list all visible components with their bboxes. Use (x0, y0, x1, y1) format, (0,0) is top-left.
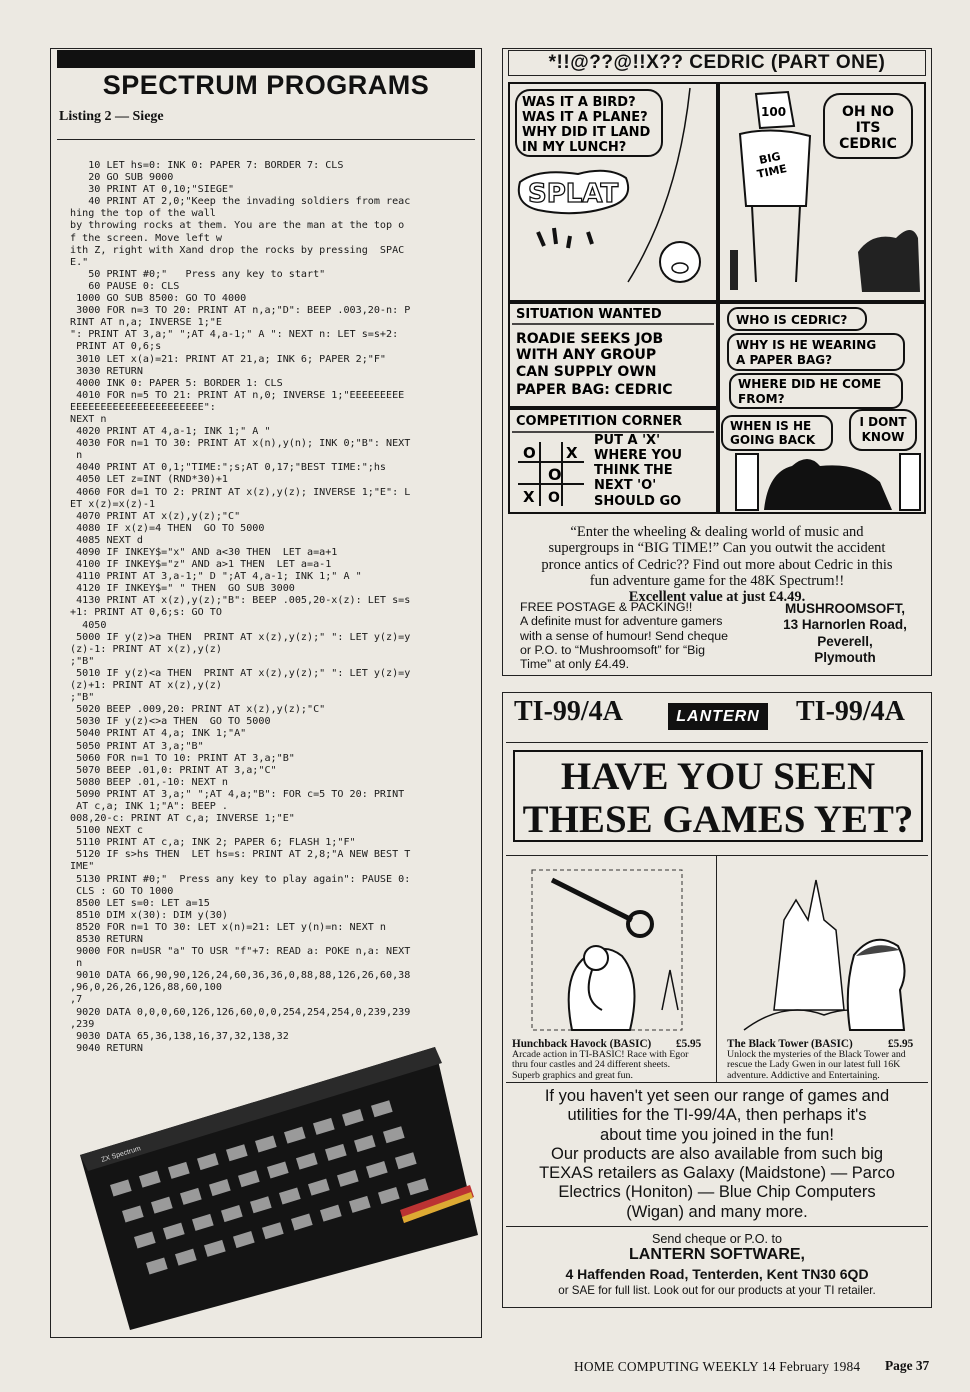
address-line: Plymouth (814, 649, 876, 665)
game-description (727, 1050, 922, 1081)
code-line: 10 LET hs=0: INK 0: PAPER 7: BORDER 7: CLS (70, 160, 344, 171)
pig-icon (660, 242, 700, 282)
competition-line: NEXT 'O' (594, 478, 657, 493)
body-line: utilities for the TI-99/4A, then perhaps it's (567, 1106, 867, 1125)
code-line: 8520 FOR n=1 TO 30: LET x(n)=21: LET y(n)=n: NEXT n (70, 921, 387, 933)
cedric-offer (520, 600, 756, 671)
code-line: ;"B" (70, 655, 95, 667)
footer-masthead: HOME COMPUTING WEEKLY 14 February 1984 (574, 1359, 861, 1374)
code-line: 4110 PRINT AT 3,a-1;" D ";AT 4,a-1; INK 1;" A " (70, 571, 362, 583)
code-line: 4000 INK 0: PAPER 5: BORDER 1: CLS (70, 377, 283, 389)
situation-line: CAN SUPPLY OWN (516, 364, 657, 380)
address-line: Peverell, (817, 633, 873, 649)
code-line: 4090 IF INKEY$="x" AND a<30 THEN LET a=a+1 (70, 547, 338, 558)
pig-silhouette-icon (858, 230, 920, 292)
code-line: (z)+1: PRINT AT x(z),y(z) (70, 680, 222, 692)
offer-line: Time” at only £4.49. (520, 657, 630, 672)
copy-line: pronce antics of Cedric?? Find out more about Cedric in this (541, 556, 893, 573)
competition-line: THINK THE (594, 463, 673, 478)
bubble-line: WAS IT A BIRD? (522, 95, 636, 110)
code-line: 60 PAUSE 0: CLS (70, 280, 180, 292)
code-line: 4085 NEXT d (70, 534, 143, 546)
game-title: The Black Tower (BASIC) (727, 1038, 853, 1050)
question-line: WHEN IS HE (730, 419, 812, 433)
code-line: 4080 IF x(z)=4 THEN GO TO 5000 (70, 522, 265, 534)
code-line: ,7 (70, 994, 83, 1006)
bubble-line: OH NO (841, 104, 895, 120)
svg-text:O: O (548, 490, 560, 506)
code-line: 4040 PRINT AT 0,1;"TIME:";s;AT 0,17;"BEST TIME:";hs (70, 462, 387, 474)
address-line: 13 Harnorlen Road, (783, 617, 907, 633)
bubble-line: WAS IT A PLANE? (522, 110, 648, 125)
code-line: 4020 PRINT AT 4,a-1; INK 1;" A " (70, 426, 271, 438)
divider (506, 1226, 928, 1227)
ttt-mark: O (523, 444, 536, 462)
desc-line: Superb graphics and great fun. (512, 1069, 633, 1081)
address-line: MUSHROOMSOFT, (785, 601, 905, 616)
code-line: 50 PRINT #0;" Press any key to start" (70, 268, 326, 280)
question-line: WHERE DID HE COME (738, 377, 882, 391)
code-line: 5110 PRINT AT c,a; INK 2; PAPER 6; FLASH 1;"F" (70, 837, 356, 849)
copy-line: supergroups in “BIG TIME!” Can you outwit the accident (548, 540, 886, 557)
body-line: (Wigan) and many more. (626, 1202, 808, 1221)
code-line: 5070 BEEP .01,0: PRINT AT 3,a;"C" (70, 764, 277, 776)
program-listing (70, 160, 478, 1055)
body-line: Electrics (Honiton) — Blue Chip Computers (558, 1183, 876, 1202)
headline (513, 750, 923, 842)
competition-line: SHOULD GO (594, 494, 682, 509)
code-line: 5100 NEXT c (70, 825, 143, 837)
bubble-line: WHY DID IT LAND (522, 125, 651, 140)
game-price: £5.95 (676, 1038, 702, 1050)
situation-line: ROADIE SEEKS JOB (516, 331, 664, 347)
offer-line: A definite must for adventure gamers (520, 614, 723, 629)
sae-line: or SAE for full list. Look out for our products at your TI retailer. (558, 1284, 876, 1297)
code-line: ,239 (70, 1018, 95, 1030)
code-line: ,96,0,26,26,126,88,60,100 (70, 982, 222, 994)
competition-line: WHERE YOU (594, 448, 683, 463)
speaker-icon (900, 454, 920, 510)
spectrum-label: ZX Spectrum (100, 1145, 142, 1164)
code-line: 9030 DATA 65,36,138,16,37,32,138,32 (70, 1030, 289, 1042)
code-line: 4130 PRINT AT x(z),y(z);"B": BEEP .005,20-x(z): LET s=s (70, 595, 411, 607)
code-line: 3030 RETURN (70, 365, 143, 377)
code-line: 4120 IF INKEY$=" " THEN GO SUB 3000 (70, 583, 295, 595)
section-banner-bar (57, 50, 475, 68)
game-title: Hunchback Havock (BASIC) (512, 1038, 652, 1050)
code-line: 5040 PRINT AT 4,a; INK 1;"A" (70, 728, 247, 740)
bag-number: 100 (761, 105, 787, 119)
code-line: n (70, 450, 83, 462)
code-line: 30 PRINT AT 0,10;"SIEGE" (70, 184, 235, 196)
code-line: 3000 FOR n=3 TO 20: PRINT AT n,a;"D": BEEP .003,20-n: P (70, 305, 411, 317)
bubble-line: IN MY LUNCH? (522, 140, 627, 155)
company-name: LANTERN SOFTWARE, (629, 1246, 805, 1263)
code-line: 9020 DATA 0,0,0,60,126,126,60,0,0,254,254,254,0,239,239 (70, 1006, 411, 1018)
key-icon (628, 912, 652, 936)
code-line: 1000 GO SUB 8500: GO TO 4000 (70, 293, 247, 305)
code-line: 5090 PRINT AT 3,a;" ";AT 4,a;"B": FOR c=5 TO 20: PRINT (70, 788, 405, 800)
splat-text: SPLAT (528, 179, 619, 209)
code-line: 5120 IF s>hs THEN LET hs=s: PRINT AT 2,8;"A NEW BEST T (70, 849, 411, 861)
offer-line: with a sense of humour! Send cheque (520, 628, 729, 643)
shirt-text: BIG (757, 149, 782, 167)
desc-line: rescue the Lady Gwen in our latest full 16K (727, 1059, 901, 1071)
code-line: (z)-1: PRINT AT x(z),y(z) (70, 643, 222, 655)
company-address: 4 Haffenden Road, Tenterden, Kent TN30 6QD (565, 1266, 869, 1282)
code-line: 5010 IF y(z)<a THEN PRINT AT x(z),y(z);" ": LET y(z)=y (70, 667, 411, 679)
cedric-cartoon (508, 82, 926, 514)
bubble-line: ITS (855, 120, 881, 136)
code-line: +1: PRINT AT 0,6;s: GO TO (70, 607, 222, 619)
speaker-icon (736, 454, 758, 510)
code-line: hing the top of the wall (70, 208, 216, 220)
code-line: f the screen. Move left w (70, 232, 222, 244)
black-tower-illustration (724, 860, 920, 1035)
offer-line: FREE POSTAGE & PACKING!! (520, 600, 693, 614)
game-description (512, 1050, 712, 1081)
knight-icon (848, 940, 905, 1030)
code-line: AT c,a; INK 1;"A": BEEP . (70, 800, 229, 812)
desc-line: Arcade action in TI-BASIC! Race with Egor (512, 1049, 689, 1060)
code-line: 5130 PRINT #0;" Press any key to play again": PAUSE 0: (70, 873, 411, 885)
ti-title-left: TI-99/4A (514, 696, 623, 727)
ttt-mark: X (566, 444, 578, 462)
copy-line: fun adventure game for the 48K Spectrum!! (589, 572, 845, 589)
code-line: 5030 IF y(z)<>a THEN GO TO 5000 (70, 716, 271, 728)
game-price: £5.95 (888, 1038, 914, 1050)
code-line: 20 GO SUB 9000 (70, 172, 174, 184)
castle-icon (774, 880, 844, 1010)
section-title: SPECTRUM PROGRAMS (102, 70, 430, 100)
band-silhouette-icon (764, 459, 892, 510)
code-line: 4010 FOR n=5 TO 21: PRINT AT n,0; INVERSE 1;"EEEEEEEEE (70, 389, 405, 401)
code-line: 5000 IF y(z)>a THEN PRINT AT x(z),y(z);" ": LET y(z)=y (70, 631, 411, 643)
shirt-text: TIME (755, 161, 789, 181)
code-line: 5050 PRINT AT 3,a;"B" (70, 740, 204, 752)
ttt-mark: X (523, 488, 535, 506)
situation-line: PAPER BAG: CEDRIC (516, 382, 673, 398)
divider (716, 855, 717, 1083)
code-line: CLS : GO TO 1000 (70, 885, 174, 897)
code-line: 40 PRINT AT 2,0;"Keep the invading soldiers from reac (70, 196, 411, 208)
svg-text:O: O (548, 465, 562, 484)
code-line: 4070 PRINT AT x(z),y(z);"C" (70, 510, 241, 522)
desc-line: thru four castles and 24 different sheets. (512, 1059, 671, 1071)
zx-spectrum-photo (50, 1035, 480, 1335)
code-line: 5080 BEEP .01,-10: NEXT n (70, 776, 229, 788)
code-line: PRINT AT 0,6;s (70, 341, 162, 353)
question-line: I DONT (859, 415, 907, 429)
lantern-body-copy (508, 1087, 926, 1222)
desc-line: adventure. Addictive and Entertaining. (727, 1069, 880, 1081)
code-line: n (70, 958, 83, 970)
competition-heading: COMPETITION CORNER (516, 414, 683, 429)
code-line: 9000 FOR n=USR "a" TO USR "f"+7: READ a: POKE n,a: NEXT (70, 946, 411, 958)
lantern-logo: LANTERN (668, 703, 768, 730)
headline-line: THESE GAMES YET? (522, 798, 914, 841)
body-line: Our products are also available from such big (551, 1144, 883, 1163)
code-line: 008,20-c: PRINT AT c,a; INVERSE 1;"E" (70, 813, 295, 825)
bubble-line: CEDRIC (839, 136, 897, 152)
code-line: by throwing rocks at them. You are the man at the top o (70, 220, 405, 232)
code-line: 9010 DATA 66,90,90,126,24,60,36,36,0,88,88,126,26,60,38 (70, 970, 411, 982)
hunchback-havock-illustration (512, 860, 708, 1035)
mushroomsoft-address (762, 601, 928, 666)
code-line: IME" (70, 861, 95, 873)
code-line: ith Z, right with Xand drop the rocks by pressing SPAC (70, 244, 405, 256)
code-line: 4100 IF INKEY$="z" AND a>1 THEN LET a=a-1 (70, 559, 332, 571)
page-number: Page 37 (885, 1358, 930, 1373)
question-line: WHY IS HE WEARING (736, 338, 877, 352)
code-line: RINT AT n,a; INVERSE 1;"E (70, 317, 222, 329)
divider (506, 742, 928, 743)
code-line: NEXT n (70, 413, 107, 425)
question-line: A PAPER BAG? (736, 353, 833, 367)
code-line: 4030 FOR n=1 TO 30: PRINT AT x(n),y(n); INK 0;"B": NEXT (70, 438, 411, 450)
situation-line: WITH ANY GROUP (516, 347, 657, 363)
code-line: 4050 LET z=INT (RND*30)+1 (70, 474, 229, 486)
cedric-title: *!!@??@!!X?? CEDRIC (PART ONE) (508, 50, 926, 76)
body-line: TEXAS retailers as Galaxy (Maidstone) — Parco (539, 1164, 895, 1183)
code-line: 8500 LET s=0: LET a=15 (70, 897, 210, 909)
code-line: E." (70, 256, 89, 268)
code-line: 4060 FOR d=1 TO 2: PRINT AT x(z),y(z); INVERSE 1;"E": L (70, 486, 411, 498)
offer-line: or P.O. to “Mushroomsoft” for “Big (520, 642, 705, 657)
ti-title-right: TI-99/4A (796, 696, 905, 727)
code-line: ET x(z)=x(z)-1 (70, 498, 156, 510)
competition-line: PUT A 'X' (594, 433, 661, 448)
value-line: Excellent value at just £4.49. (628, 589, 806, 606)
code-line: 5020 BEEP .009,20: PRINT AT x(z),y(z);"C" (70, 704, 326, 716)
cedric-copy (512, 524, 922, 605)
code-line: 5060 FOR n=1 TO 10: PRINT AT 3,a;"B" (70, 752, 295, 764)
code-line: 9040 RETURN (70, 1042, 143, 1054)
code-line: 8510 DIM x(30): DIM y(30) (70, 909, 229, 921)
code-line: 3010 LET x(a)=21: PRINT AT 21,a; INK 6; PAPER 2;"F" (70, 353, 387, 365)
code-line: 4050 (70, 619, 107, 631)
code-line: 8530 RETURN (70, 934, 143, 945)
question-line: GOING BACK (730, 433, 816, 447)
situation-heading: SITUATION WANTED (516, 307, 662, 322)
desc-line: Unlock the mysteries of the Black Tower and (727, 1049, 906, 1060)
body-line: If you haven't yet seen our range of games and (544, 1087, 890, 1105)
headline-line: HAVE YOU SEEN (560, 755, 876, 798)
question-line: KNOW (861, 430, 905, 444)
listing-title: Listing 2 — Siege (59, 109, 164, 124)
send-line: Send cheque or P.O. to (652, 1232, 782, 1246)
code-line: ": PRINT AT 3,a;" ";AT 4,a-1;" A ": NEXT n: LET s=s+2: (70, 329, 399, 341)
divider (57, 139, 475, 140)
question-line: WHO IS CEDRIC? (736, 313, 848, 327)
code-line: EEEEEEEEEEEEEEEEEEEEEE": (70, 401, 216, 413)
question-line: FROM? (738, 392, 785, 406)
body-line: about time you joined in the fun! (600, 1125, 834, 1144)
copy-line: “Enter the wheeling & dealing world of music and (570, 524, 864, 540)
code-line: ;"B" (70, 692, 95, 704)
